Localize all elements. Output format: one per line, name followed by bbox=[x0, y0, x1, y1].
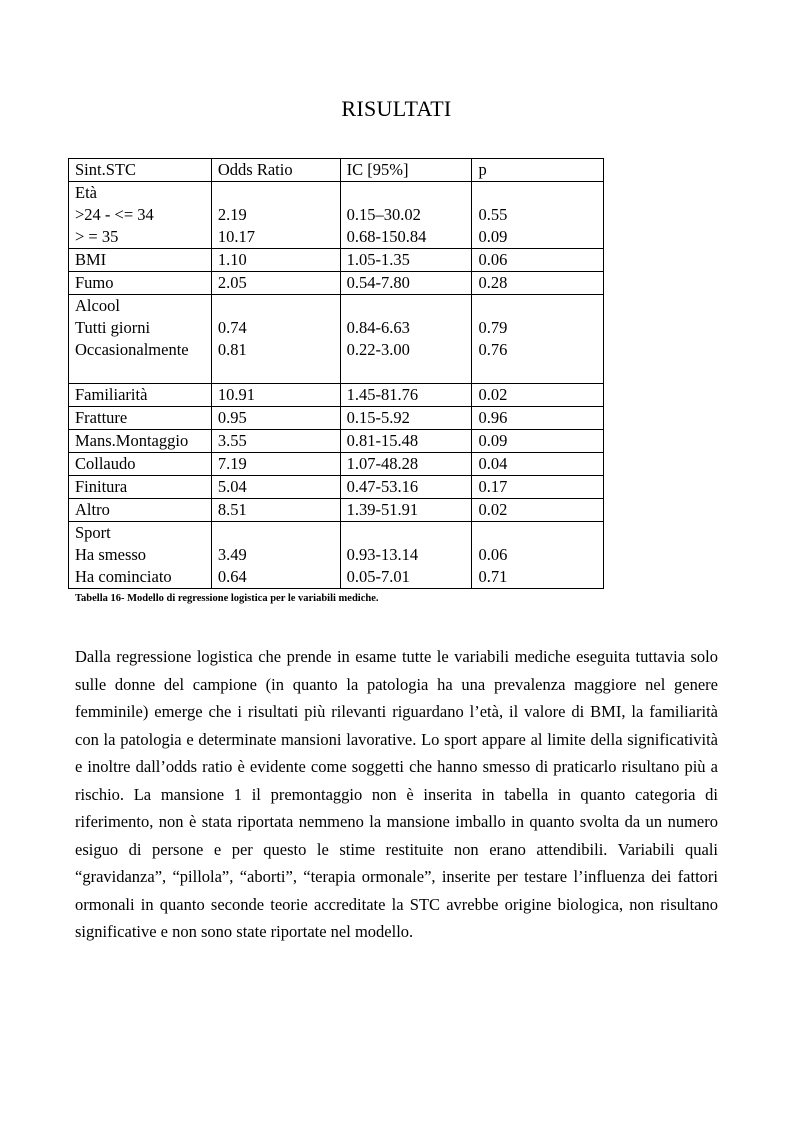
cell-confidence-interval-line bbox=[347, 361, 472, 383]
cell-odds-ratio-line: 3.55 bbox=[217, 431, 247, 450]
cell-variable-line: Sport bbox=[75, 523, 111, 542]
cell-confidence-interval-line: 1.45-81.76 bbox=[346, 385, 419, 404]
cell-odds-ratio bbox=[211, 499, 340, 522]
cell-variable-line: Ha cominciato bbox=[75, 567, 172, 586]
cell-variable bbox=[69, 430, 212, 453]
cell-variable-line: > = 35 bbox=[75, 227, 119, 246]
cell-odds-ratio-line: 10.17 bbox=[217, 227, 256, 246]
cell-p-value bbox=[472, 407, 604, 430]
table-row bbox=[69, 295, 604, 384]
cell-variable-line: Altro bbox=[75, 500, 110, 519]
cell-p-value-line: 0.96 bbox=[478, 408, 508, 427]
table-row bbox=[69, 522, 604, 589]
cell-confidence-interval bbox=[340, 453, 472, 476]
cell-variable-line: Ha smesso bbox=[75, 545, 147, 564]
cell-p-value-line: 0.55 bbox=[478, 205, 508, 224]
cell-odds-ratio bbox=[211, 295, 340, 384]
cell-odds-ratio-line bbox=[218, 361, 340, 383]
cell-confidence-interval-line: 1.05-1.35 bbox=[346, 250, 410, 269]
cell-odds-ratio-line: 7.19 bbox=[217, 454, 247, 473]
cell-odds-ratio-line: 0.81 bbox=[217, 340, 247, 359]
cell-variable-line: Finitura bbox=[75, 477, 128, 496]
table-row bbox=[69, 384, 604, 407]
cell-odds-ratio-line bbox=[218, 522, 340, 544]
cell-p-value bbox=[472, 384, 604, 407]
cell-variable-line: Occasionalmente bbox=[75, 340, 189, 359]
cell-p-value-line: 0.02 bbox=[478, 385, 508, 404]
cell-confidence-interval bbox=[340, 182, 472, 249]
cell-confidence-interval-line: 0.05-7.01 bbox=[346, 567, 410, 586]
table-row bbox=[69, 453, 604, 476]
cell-odds-ratio bbox=[211, 272, 340, 295]
cell-variable bbox=[69, 407, 212, 430]
cell-variable bbox=[69, 182, 212, 249]
cell-odds-ratio-line: 5.04 bbox=[217, 477, 247, 496]
cell-odds-ratio-line: 10.91 bbox=[217, 385, 256, 404]
cell-p-value-line: 0.04 bbox=[478, 454, 508, 473]
cell-odds-ratio bbox=[211, 453, 340, 476]
cell-odds-ratio-line: 8.51 bbox=[217, 500, 247, 519]
cell-confidence-interval bbox=[340, 430, 472, 453]
cell-p-value-line bbox=[478, 295, 603, 317]
cell-odds-ratio-line: 2.19 bbox=[217, 205, 247, 224]
cell-variable bbox=[69, 522, 212, 589]
cell-variable-line: Tutti giorni bbox=[75, 318, 151, 337]
cell-confidence-interval-line: 0.68-150.84 bbox=[346, 227, 427, 246]
cell-confidence-interval-line: 1.07-48.28 bbox=[346, 454, 419, 473]
cell-p-value-line: 0.79 bbox=[478, 318, 508, 337]
cell-confidence-interval-line: 0.84-6.63 bbox=[346, 318, 410, 337]
cell-p-value bbox=[472, 499, 604, 522]
cell-variable-line bbox=[75, 361, 211, 383]
page-title: RISULTATI bbox=[341, 96, 452, 121]
cell-variable bbox=[69, 249, 212, 272]
cell-odds-ratio-line: 0.74 bbox=[217, 318, 247, 337]
cell-confidence-interval-line: 1.39-51.91 bbox=[346, 500, 419, 519]
cell-confidence-interval bbox=[340, 295, 472, 384]
cell-variable-line: Familiarità bbox=[75, 385, 148, 404]
cell-p-value-line bbox=[478, 182, 603, 204]
cell-p-value-line: 0.06 bbox=[478, 250, 508, 269]
cell-confidence-interval-line: 0.93-13.14 bbox=[346, 545, 419, 564]
table-body bbox=[69, 182, 604, 589]
cell-p-value bbox=[472, 522, 604, 589]
cell-confidence-interval bbox=[340, 476, 472, 499]
cell-odds-ratio bbox=[211, 430, 340, 453]
cell-confidence-interval bbox=[340, 384, 472, 407]
cell-confidence-interval-line: 0.47-53.16 bbox=[346, 477, 419, 496]
cell-variable-line: BMI bbox=[75, 250, 107, 269]
cell-odds-ratio bbox=[211, 407, 340, 430]
cell-variable-line: Fumo bbox=[75, 273, 114, 292]
cell-odds-ratio-line: 3.49 bbox=[217, 545, 247, 564]
cell-confidence-interval-line: 0.81-15.48 bbox=[346, 431, 419, 450]
table-row bbox=[69, 499, 604, 522]
cell-variable bbox=[69, 476, 212, 499]
cell-variable-line: Alcool bbox=[75, 296, 120, 315]
cell-confidence-interval-line bbox=[347, 295, 472, 317]
cell-odds-ratio bbox=[211, 182, 340, 249]
cell-p-value-line: 0.71 bbox=[478, 567, 508, 586]
cell-variable-line: Fratture bbox=[75, 408, 128, 427]
cell-odds-ratio-line: 0.95 bbox=[217, 408, 247, 427]
results-table bbox=[68, 158, 604, 589]
cell-odds-ratio bbox=[211, 249, 340, 272]
cell-p-value-line: 0.76 bbox=[478, 340, 508, 359]
cell-p-value bbox=[472, 182, 604, 249]
cell-odds-ratio bbox=[211, 384, 340, 407]
table-caption: Tabella 16- Modello di regressione logistica per le variabili mediche. bbox=[75, 593, 379, 604]
cell-confidence-interval bbox=[340, 272, 472, 295]
cell-p-value bbox=[472, 476, 604, 499]
cell-variable-line: Collaudo bbox=[75, 454, 136, 473]
cell-confidence-interval bbox=[340, 522, 472, 589]
cell-confidence-interval bbox=[340, 407, 472, 430]
cell-confidence-interval-line: 0.15-5.92 bbox=[346, 408, 410, 427]
body-paragraph: Dalla regressione logistica che prende in esame tutte le variabili mediche eseguita tuttavia solo sulle donne del campione (in quanto la patologia ha una prevalenza maggiore nel genere femminile) emerge che i risultati più rilevanti riguardano l’età, il valore di BMI, la familiarità con la patologia e determinate mansioni lavorative. Lo sport appare al limite della significatività e inoltre dall’odds ratio è evidente come soggetti che hanno smesso di praticarlo risultano più a rischio. La mansione 1 il premontaggio non è inserita in tabella in quanto categoria di riferimento, non è stata riportata nemmeno la mansione imballo in quanto svolta da un numero esiguo di persone e per questo le stime restituite non erano attendibili. Variabili quali “gravidanza”, “pillola”, “aborti”, “terapia ormonale”, inserite per testare l’influenza dei fattori ormonali in quanto seconde teorie accreditate la STC avrebbe origine biologica, non risultano significative e non sono state riportate nel modello. bbox=[75, 647, 718, 941]
cell-p-value bbox=[472, 249, 604, 272]
cell-variable-line: >24 - <= 34 bbox=[75, 205, 154, 224]
cell-p-value-line: 0.02 bbox=[478, 500, 508, 519]
cell-odds-ratio bbox=[211, 522, 340, 589]
cell-confidence-interval-line: 0.54-7.80 bbox=[346, 273, 410, 292]
cell-odds-ratio-line bbox=[218, 182, 340, 204]
cell-confidence-interval-line: 0.22-3.00 bbox=[346, 340, 410, 359]
cell-confidence-interval-line bbox=[347, 182, 472, 204]
cell-odds-ratio-line: 1.10 bbox=[217, 250, 247, 269]
cell-variable-line: Età bbox=[75, 183, 97, 202]
header-variable: Sint.STC bbox=[69, 159, 212, 182]
cell-p-value-line: 0.06 bbox=[478, 545, 508, 564]
table-row bbox=[69, 476, 604, 499]
table-row bbox=[69, 407, 604, 430]
cell-variable bbox=[69, 453, 212, 476]
cell-confidence-interval bbox=[340, 499, 472, 522]
cell-p-value bbox=[472, 430, 604, 453]
cell-p-value-line bbox=[478, 361, 603, 383]
table-header-row bbox=[69, 159, 604, 182]
cell-p-value bbox=[472, 453, 604, 476]
table-row bbox=[69, 249, 604, 272]
cell-p-value-line: 0.09 bbox=[478, 227, 508, 246]
header-odds-ratio: Odds Ratio bbox=[211, 159, 340, 182]
cell-confidence-interval bbox=[340, 249, 472, 272]
cell-p-value-line bbox=[478, 522, 603, 544]
cell-p-value-line: 0.09 bbox=[478, 431, 508, 450]
cell-variable-line: Mans.Montaggio bbox=[75, 431, 189, 450]
cell-p-value bbox=[472, 272, 604, 295]
table-row bbox=[69, 272, 604, 295]
cell-variable bbox=[69, 499, 212, 522]
table-row bbox=[69, 430, 604, 453]
cell-odds-ratio-line: 0.64 bbox=[217, 567, 247, 586]
cell-p-value-line: 0.17 bbox=[478, 477, 508, 496]
cell-confidence-interval-line bbox=[347, 522, 472, 544]
header-p-value: p bbox=[472, 159, 604, 182]
cell-odds-ratio-line bbox=[218, 295, 340, 317]
table-row bbox=[69, 182, 604, 249]
cell-variable bbox=[69, 295, 212, 384]
cell-p-value bbox=[472, 295, 604, 384]
cell-odds-ratio bbox=[211, 476, 340, 499]
cell-odds-ratio-line: 2.05 bbox=[217, 273, 247, 292]
cell-variable bbox=[69, 272, 212, 295]
cell-variable bbox=[69, 384, 212, 407]
cell-p-value-line: 0.28 bbox=[478, 273, 508, 292]
header-confidence-interval: IC [95%] bbox=[340, 159, 472, 182]
cell-confidence-interval-line: 0.15–30.02 bbox=[346, 205, 421, 224]
